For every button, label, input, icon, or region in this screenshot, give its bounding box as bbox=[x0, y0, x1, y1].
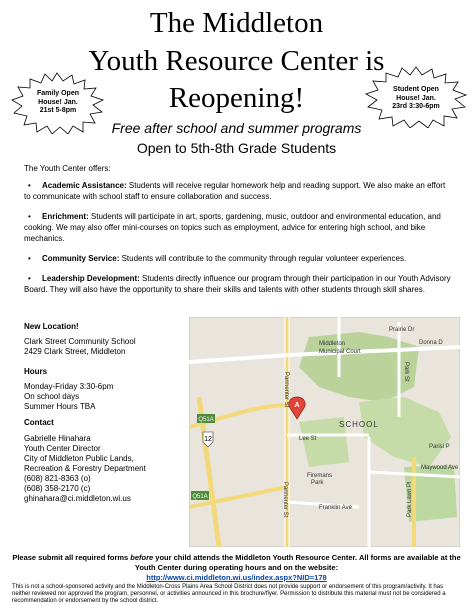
offering-title: Enrichment: bbox=[42, 212, 89, 221]
location-block bbox=[24, 322, 136, 357]
map-label-parmenter-north: Parmenter St bbox=[283, 372, 289, 408]
footer-text-pre: Please submit all required forms bbox=[12, 553, 131, 562]
offering-text: Students directly influence our program through their participation in our Youth Advisory Board. They will also have the opportunity to share their skills and talents with other students through skill shares. bbox=[24, 274, 451, 294]
contact-block bbox=[24, 418, 146, 504]
map-label-park: Park bbox=[311, 480, 324, 486]
contact-org: City of Middleton Public Lands, bbox=[24, 454, 134, 463]
offering-leadership: • Leadership Development: Students directly influence our program through their participation in our Youth Advisory Board. They will also have the opportunity to share their skills and talents with other students through skill shares. bbox=[24, 274, 451, 294]
map-label-franklin: Franklin Ave bbox=[319, 505, 352, 511]
map-label-park-lawn: Park Lawn Pl bbox=[407, 481, 413, 517]
title-line-3: Reopening! bbox=[168, 82, 305, 114]
map-label-parisi: Parisi P bbox=[429, 444, 450, 450]
map-label-park-st: Park St bbox=[403, 362, 409, 382]
offering-title: Community Service: bbox=[42, 254, 120, 263]
contact-title: Youth Center Director bbox=[24, 444, 101, 453]
hours-block bbox=[24, 367, 113, 412]
hours-weekday: Monday-Friday 3:30-6pm bbox=[24, 382, 114, 391]
title-line-2: Youth Resource Center is bbox=[88, 45, 385, 77]
route-shield-51a-south: Q51A bbox=[192, 494, 208, 500]
forms-link[interactable]: http://www.ci.middleton.wi.us/index.aspx?NID=178 bbox=[146, 573, 327, 582]
offering-text: Students will participate in art, sports, gardening, music, outdoor and environmental education, and cooking. We may also offer mini-courses on topics such as employment, advice for entering high school, and bike mechanics. bbox=[24, 212, 441, 243]
grade-eligibility-subtitle: Open to 5th-8th Grade Students bbox=[136, 140, 337, 156]
map-label-firemans: Firemans bbox=[307, 473, 333, 479]
footer-notice bbox=[12, 553, 461, 583]
offering-text: Students will contribute to the community through regular volunteer experiences. bbox=[119, 254, 407, 263]
map-label-middleton: Middleton bbox=[319, 341, 346, 347]
map-label-donna: Donna D bbox=[419, 340, 443, 346]
hours-school-days: On school days bbox=[24, 392, 80, 401]
hours-summer: Summer Hours TBA bbox=[24, 402, 96, 411]
disclaimer-text: This is not a school-sponsored activity and the Middleton-Cross Plains Area School District does not provide support or endorsement of this program/activity. It has neither reviewed nor approved the program, personnel, or activities announced in this brochure/flyer. Permission to distribute this material must not be considered a recommendation or endorsement by the school district. bbox=[12, 584, 446, 604]
offering-community-service: • Community Service: Students will contribute to the community through regular volunteer experiences. bbox=[28, 254, 407, 263]
location-heading: New Location! bbox=[24, 322, 79, 331]
contact-email[interactable]: ghinahara@ci.middleton.wi.us bbox=[24, 494, 131, 503]
offering-title: Academic Assistance: bbox=[42, 181, 127, 190]
location-school: Clark Street Community School bbox=[24, 337, 136, 346]
footer-text-post: your child attends the Middleton Youth Resource Center. All forms are available at the Youth Center during operating hours and on the website: bbox=[134, 553, 461, 572]
offering-text: Students will receive regular homework help and reading support. We also make an effort to communicate with school staff to ensure collaboration and success. bbox=[24, 181, 446, 201]
map-label-parmenter-south: Parmenter St bbox=[282, 482, 288, 518]
contact-name: Gabrielle Hinahara bbox=[24, 434, 91, 443]
footer-text-em: before bbox=[130, 553, 154, 562]
offerings-intro: The Youth Center offers: bbox=[24, 164, 111, 173]
map-label-maywood: Maywood Ave bbox=[421, 465, 459, 471]
marker-label: A bbox=[294, 402, 300, 409]
contact-dept: Recreation & Forestry Department bbox=[24, 464, 146, 473]
hours-heading: Hours bbox=[24, 367, 48, 376]
route-shield-51a: Q51A bbox=[198, 417, 214, 423]
contact-heading: Contact bbox=[24, 418, 54, 427]
offering-academic: • Academic Assistance: Students will receive regular homework help and reading support. We also make an effort to communicate with school staff to ensure collaboration and success. bbox=[24, 181, 446, 201]
contact-office-phone: (608) 821-8363 (o) bbox=[24, 474, 91, 483]
student-open-house-text: Student Open House! Jan. 23rd 3:30-6pm bbox=[392, 86, 440, 110]
location-map[interactable] bbox=[189, 317, 460, 547]
location-address: 2429 Clark Street, Middleton bbox=[24, 347, 126, 356]
map-label-municipal: Municipal Court bbox=[319, 349, 361, 355]
free-programs-subtitle: Free after school and summer programs bbox=[111, 120, 362, 136]
family-open-house-text: Family Open House! Jan. 21st 5-8pm bbox=[36, 90, 79, 114]
offerings-list bbox=[24, 180, 454, 304]
title-line-1: The Middleton bbox=[149, 7, 324, 39]
offering-title: Leadership Development: bbox=[42, 274, 140, 283]
offering-enrichment: • Enrichment: Students will participate in art, sports, gardening, music, outdoor and environmental education, and cooking. We may also offer mini-courses on topics such as employment, advice for entering high school, and bike mechanics. bbox=[24, 212, 441, 243]
contact-cell-phone: (608) 358-2170 (c) bbox=[24, 484, 91, 493]
map-label-lee: Lee St bbox=[299, 436, 317, 442]
map-label-school: SCHOOL bbox=[339, 420, 379, 429]
map-label-prairie: Prairie Dr bbox=[389, 327, 415, 333]
route-12-shield: 12 bbox=[204, 436, 212, 443]
